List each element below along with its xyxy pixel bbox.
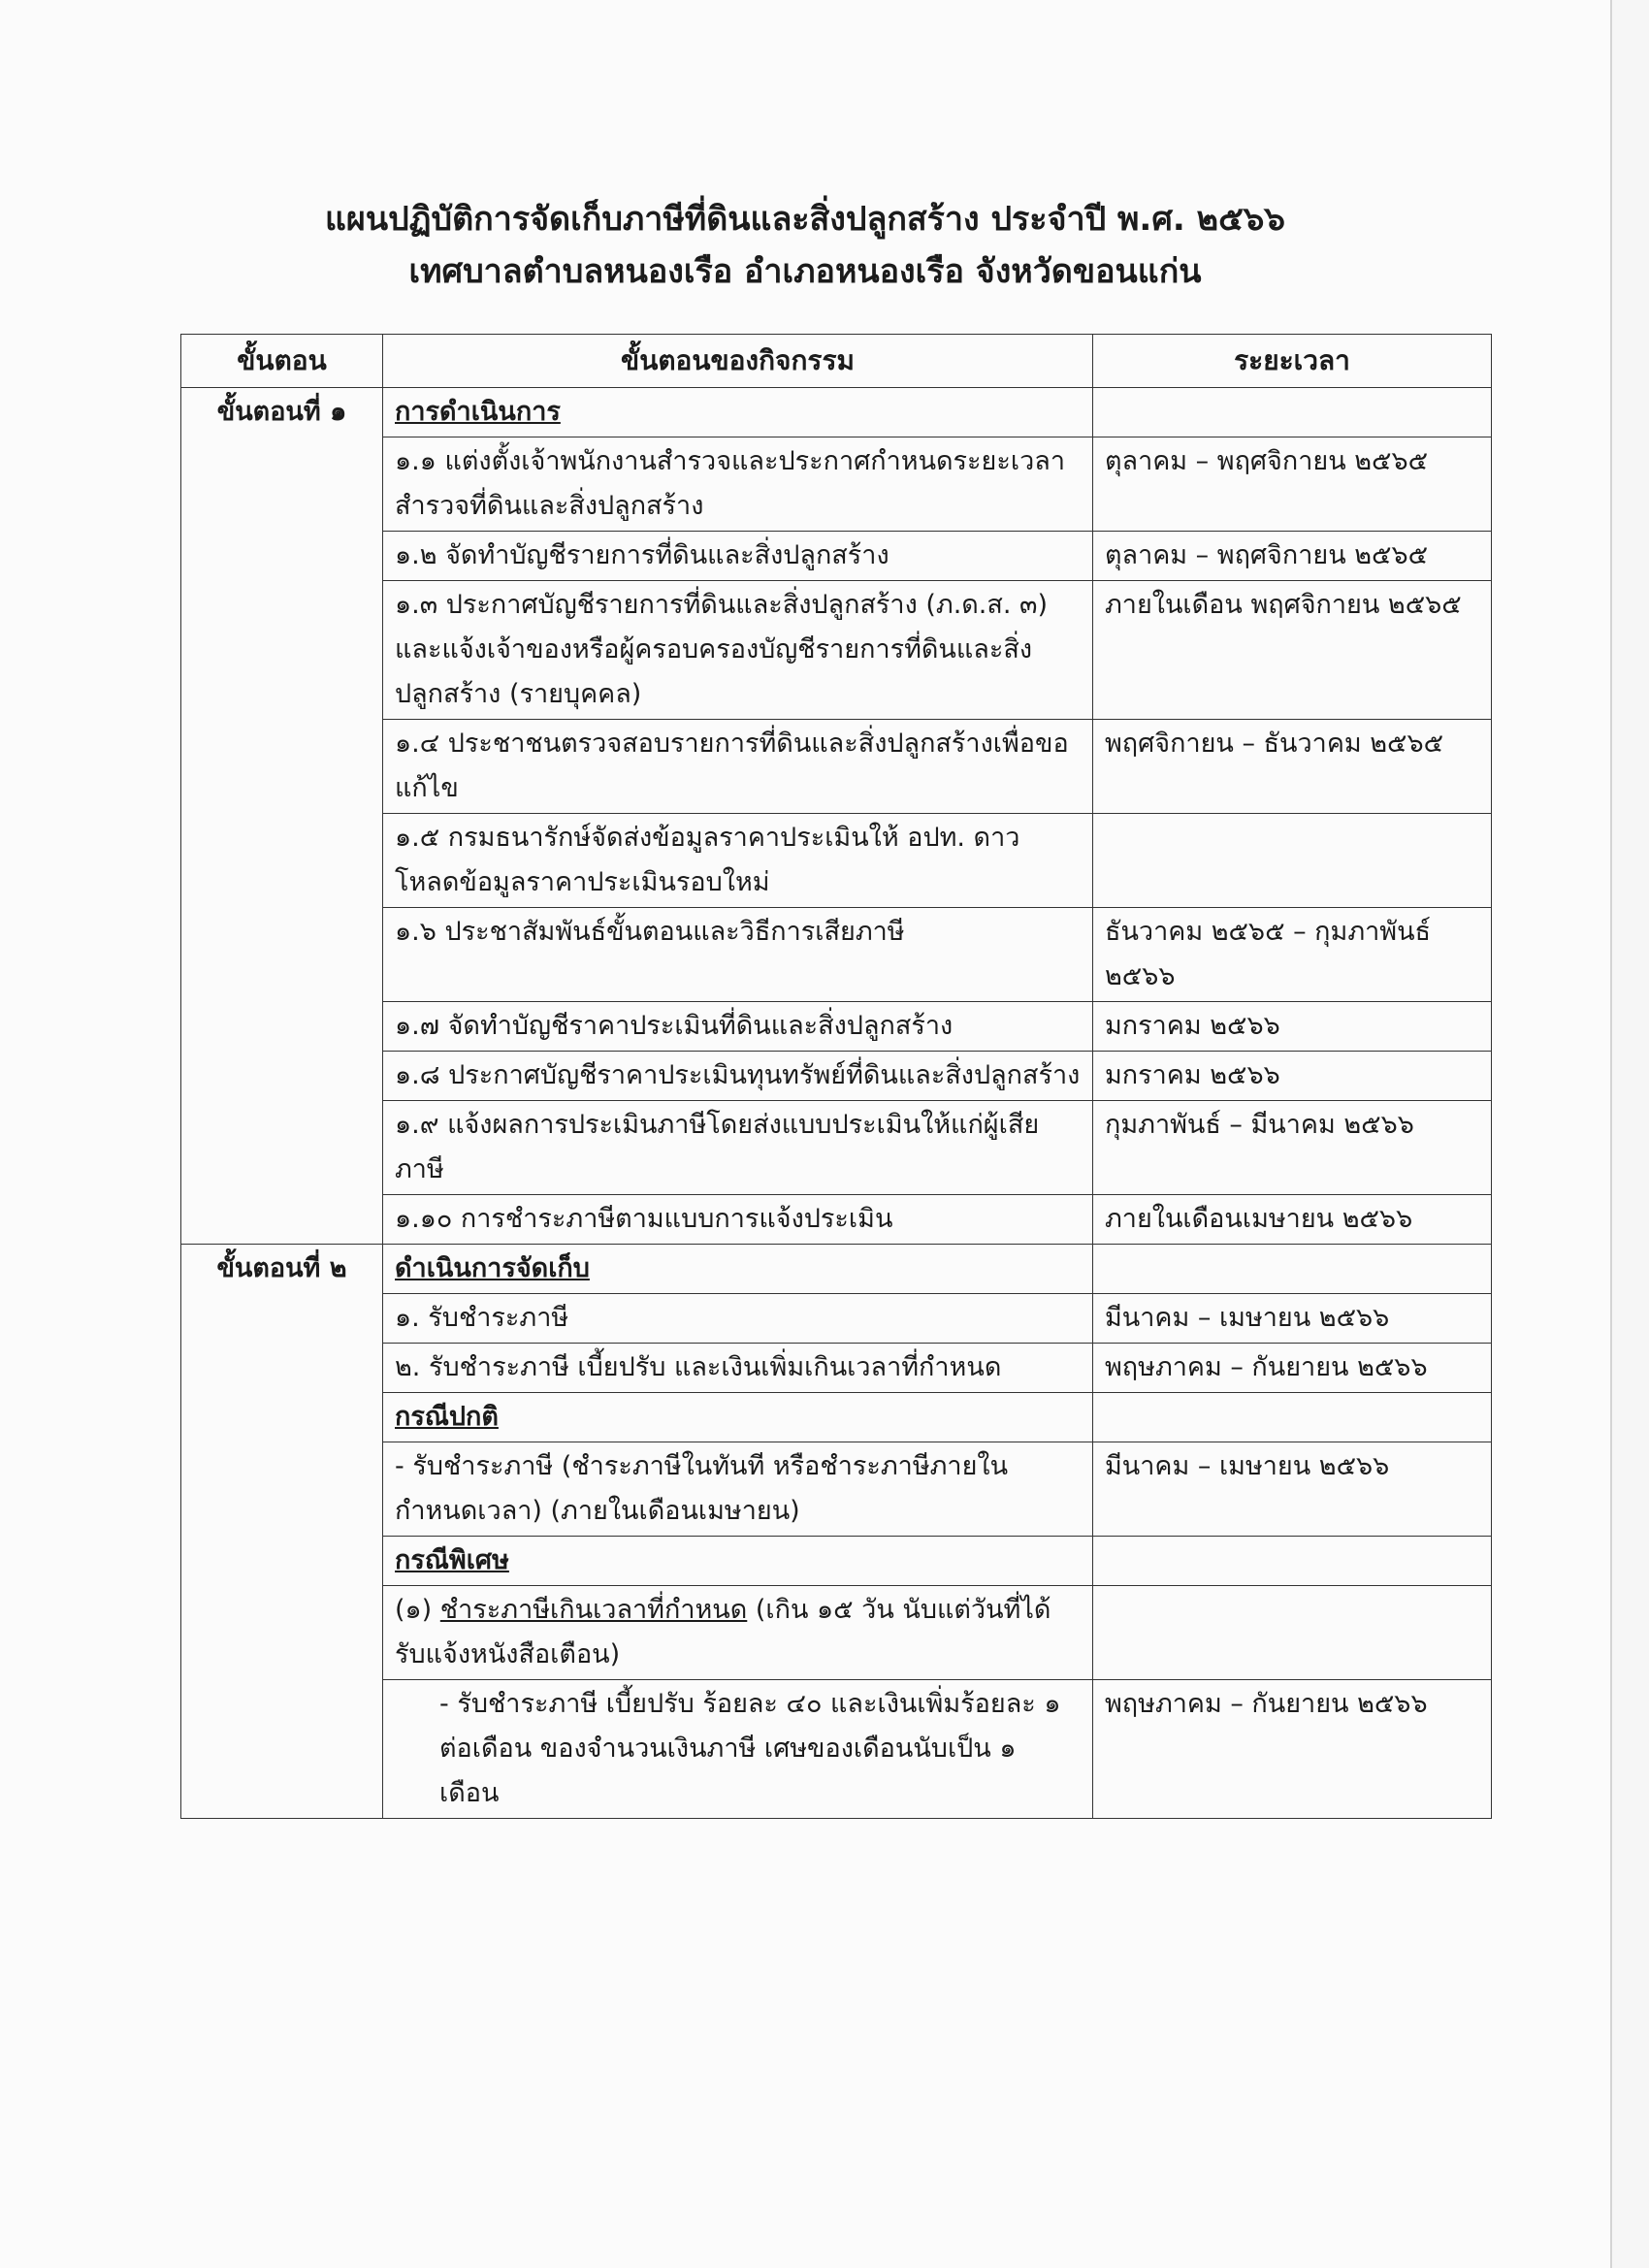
special-row-prefix: (๑): [395, 1595, 440, 1625]
table-header-row: [181, 335, 1492, 388]
activity-cell: ๑.๑๐ การชำระภาษีตามแบบการแจ้งประเมิน: [383, 1195, 1093, 1245]
activity-cell: - รับชำระภาษี (ชำระภาษีในทันที หรือชำระภาษีภายในกำหนดเวลา) (ภายในเดือนเมษายน): [383, 1442, 1093, 1537]
activity-cell: ๑.๙ แจ้งผลการประเมินภาษีโดยส่งแบบประเมินให้แก่ผู้เสียภาษี: [383, 1101, 1093, 1195]
period-cell: พฤษภาคม – กันยายน ๒๕๖๖: [1093, 1680, 1492, 1819]
period-cell: [1093, 388, 1492, 437]
period-cell: กุมภาพันธ์ – มีนาคม ๒๕๖๖: [1093, 1101, 1492, 1195]
column-header-stage: ขั้นตอน: [181, 335, 383, 388]
period-cell: พฤศจิกายน – ธันวาคม ๒๕๖๕: [1093, 720, 1492, 814]
stage-2-heading: ดำเนินการจัดเก็บ: [383, 1245, 1093, 1294]
special-row-suffix: (เกิน ๑๕ วัน นับแต่วันที่ได้รับแจ้งหนังสือเตือน): [395, 1595, 1051, 1669]
period-cell: ภายในเดือน พฤศจิกายน ๒๕๖๕: [1093, 581, 1492, 720]
period-cell: มกราคม ๒๕๖๖: [1093, 1002, 1492, 1052]
activity-cell: - รับชำระภาษี เบี้ยปรับ ร้อยละ ๔๐ และเงินเพิ่มร้อยละ ๑ ต่อเดือน ของจำนวนเงินภาษี เศษของเดือนนับเป็น ๑ เดือน: [383, 1680, 1093, 1819]
period-cell: มกราคม ๒๕๖๖: [1093, 1052, 1492, 1101]
stage-2-label: ขั้นตอนที่ ๒: [181, 1245, 383, 1819]
stage-1-heading: การดำเนินการ: [383, 388, 1093, 437]
period-cell: ตุลาคม – พฤศจิกายน ๒๕๖๕: [1093, 437, 1492, 532]
period-cell: ตุลาคม – พฤศจิกายน ๒๕๖๕: [1093, 532, 1492, 581]
column-header-period: ระยะเวลา: [1093, 335, 1492, 388]
activity-cell: ๑.๗ จัดทำบัญชีราคาประเมินที่ดินและสิ่งปลูกสร้าง: [383, 1002, 1093, 1052]
document-title: แผนปฏิบัติการจัดเก็บภาษีที่ดินและสิ่งปลูกสร้าง ประจำปี พ.ศ. ๒๕๖๖: [325, 200, 1285, 239]
period-cell: ธันวาคม ๒๕๖๕ – กุมภาพันธ์ ๒๕๖๖: [1093, 908, 1492, 1002]
activity-cell: ๑.๓ ประกาศบัญชีรายการที่ดินและสิ่งปลูกสร้าง (ภ.ด.ส. ๓) และแจ้งเจ้าของหรือผู้ครอบครองบัญชีรายการที่ดินและสิ่งปลูกสร้าง (รายบุคคล): [383, 581, 1093, 720]
document-subtitle: เทศบาลตำบลหนองเรือ อำเภอหนองเรือ จังหวัดขอนแก่น: [408, 252, 1202, 291]
period-cell: ภายในเดือนเมษายน ๒๕๖๖: [1093, 1195, 1492, 1245]
period-cell: [1093, 1393, 1492, 1442]
table-row: [181, 1245, 1492, 1294]
activity-cell: ๑.๘ ประกาศบัญชีราคาประเมินทุนทรัพย์ที่ดินและสิ่งปลูกสร้าง: [383, 1052, 1093, 1101]
period-cell: [1093, 1537, 1492, 1586]
activity-cell: ๒. รับชำระภาษี เบี้ยปรับ และเงินเพิ่มเกินเวลาที่กำหนด: [383, 1344, 1093, 1393]
plan-table: [180, 334, 1492, 1819]
table-row: [181, 388, 1492, 437]
activity-cell: ๑.๑ แต่งตั้งเจ้าพนักงานสำรวจและประกาศกำหนดระยะเวลาสำรวจที่ดินและสิ่งปลูกสร้าง: [383, 437, 1093, 532]
special-row-underlined: ชำระภาษีเกินเวลาที่กำหนด: [439, 1595, 748, 1625]
period-cell: มีนาคม – เมษายน ๒๕๖๖: [1093, 1294, 1492, 1344]
normal-case-heading: กรณีปกติ: [383, 1393, 1093, 1442]
period-cell: มีนาคม – เมษายน ๒๕๖๖: [1093, 1442, 1492, 1537]
period-cell: [1093, 1245, 1492, 1294]
column-header-activity: ขั้นตอนของกิจกรรม: [383, 335, 1093, 388]
period-cell: [1093, 1586, 1492, 1680]
stage-1-label: ขั้นตอนที่ ๑: [181, 388, 383, 1245]
special-case-heading: กรณีพิเศษ: [383, 1537, 1093, 1586]
activity-cell: ๑. รับชำระภาษี: [383, 1294, 1093, 1344]
period-cell: [1093, 814, 1492, 908]
activity-cell: [383, 1586, 1093, 1680]
activity-cell: ๑.๕ กรมธนารักษ์จัดส่งข้อมูลราคาประเมินให้ อปท. ดาวโหลดข้อมูลราคาประเมินรอบใหม่: [383, 814, 1093, 908]
period-cell: พฤษภาคม – กันยายน ๒๕๖๖: [1093, 1344, 1492, 1393]
activity-cell: ๑.๖ ประชาสัมพันธ์ขั้นตอนและวิธีการเสียภาษี: [383, 908, 1093, 1002]
activity-cell: ๑.๒ จัดทำบัญชีรายการที่ดินและสิ่งปลูกสร้าง: [383, 532, 1093, 581]
activity-cell: ๑.๔ ประชาชนตรวจสอบรายการที่ดินและสิ่งปลูกสร้างเพื่อขอแก้ไข: [383, 720, 1093, 814]
